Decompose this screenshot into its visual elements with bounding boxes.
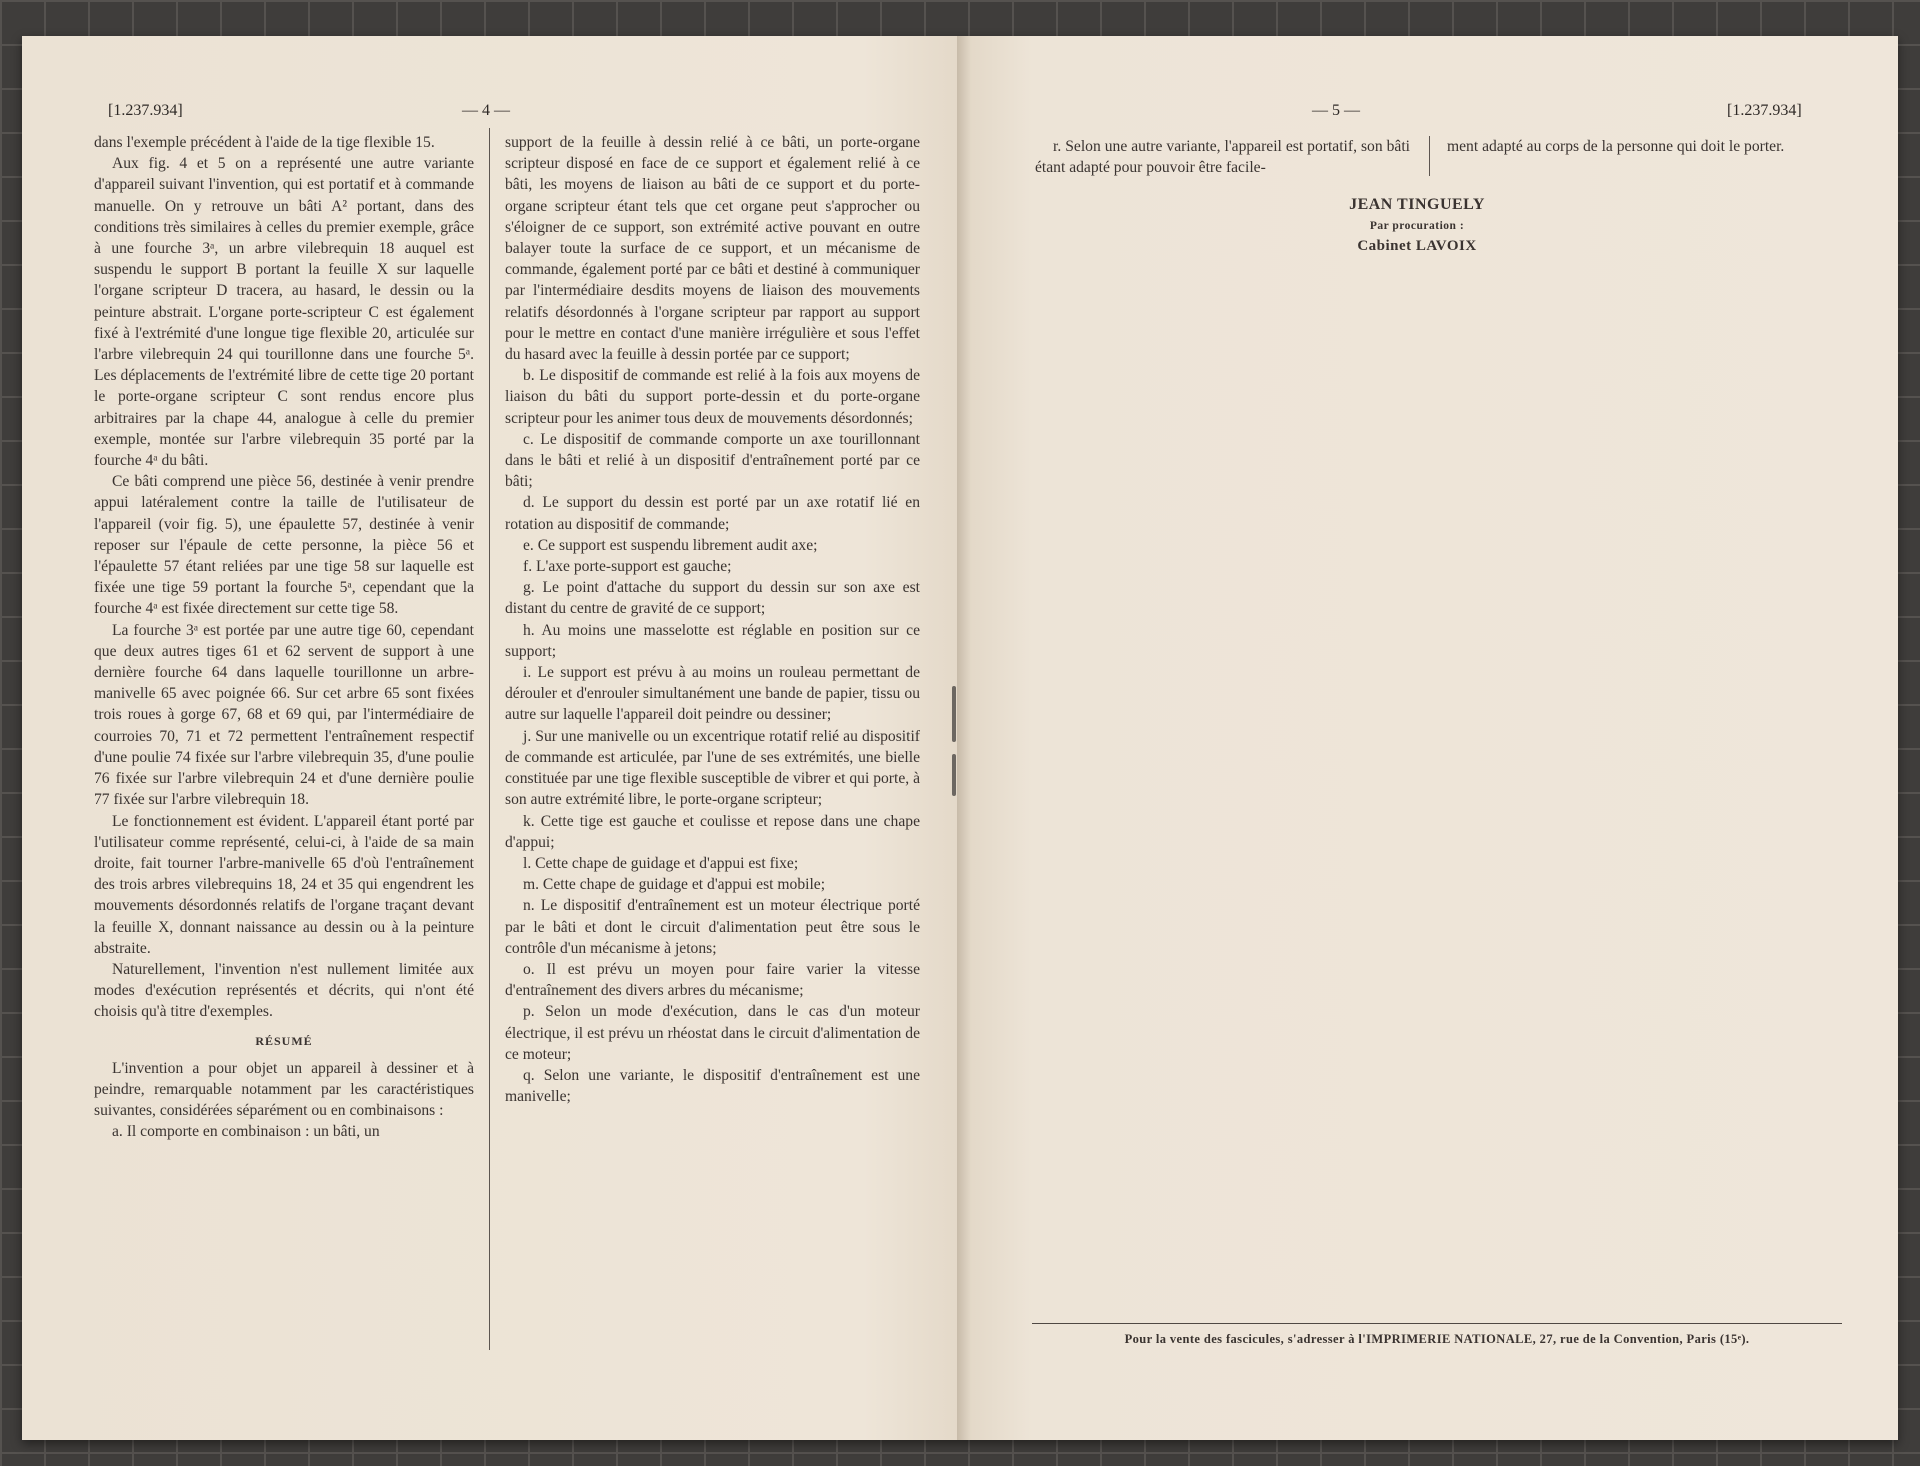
paragraph: Naturellement, l'invention n'est nullement limitée aux modes d'exécution représentés et décrits, qui n'ont été choisis qu'à titre d'exemples. bbox=[94, 960, 474, 1021]
agent-firm: Cabinet LAVOIX bbox=[1357, 238, 1477, 254]
claim-item: f. L'axe porte-support est gauche; bbox=[523, 558, 732, 576]
footer-rule bbox=[1032, 1323, 1842, 1324]
right-page-number: — 5 — bbox=[1312, 102, 1360, 119]
column-divider bbox=[489, 128, 490, 1350]
paragraph: La fourche 3ᵃ est portée par une autre tige 60, cependant que deux autres tiges 61 et 62 servent de support à une dernière fourche 64 dans laquelle tourillonne un arbre-manivelle 65 avec poignée 66. Sur cet arbre 65 sont fixées trois roues à gorge 67, 68 et 69 qui, par l'intermédiaire de courroies 70, 71 et 72 permettent l'entraînement respectif d'une poulie 74 fixée sur l'arbre vilebrequin 35, d'une poulie 76 fixée sur l'arbre vilebrequin 24 et d'une dernière poulie 77 fixée sur l'arbre vilebrequin 18. bbox=[94, 621, 474, 809]
claim-item-continued: ment adapté au corps de la personne qui doit le porter. bbox=[1447, 138, 1785, 155]
staple-bottom bbox=[952, 754, 956, 796]
left-page bbox=[22, 36, 957, 1440]
claim-item: g. Le point d'attache du support du dessin sur son axe est distant du centre de gravité de ce support; bbox=[505, 579, 920, 618]
claim-item: l. Cette chape de guidage et d'appui est fixe; bbox=[523, 854, 799, 872]
claim-item: i. Le support est prévu à au moins un rouleau permettant de dérouler et d'enrouler simultanément une bande de papier, tissu ou autre sur laquelle l'appareil doit peindre ou dessiner; bbox=[505, 664, 920, 724]
right-column-a bbox=[1035, 136, 1410, 178]
claim-item: c. Le dispositif de commande comporte un axe tourillonnant dans le bâti et relié à un dispositif d'entraînement porté par ce bâti; bbox=[505, 430, 920, 491]
claim-item: a. Il comporte en combinaison : un bâti, un bbox=[112, 1123, 380, 1141]
claim-item: j. Sur une manivelle ou un excentrique rotatif relié au dispositif de commande est articulée, par l'une de ses extrémités, une bielle constituée par une tige flexible susceptible de vibrer et qui porte, à son autre extrémité libre, le porte-organe scripteur; bbox=[505, 727, 920, 809]
resume-heading: RÉSUMÉ bbox=[255, 1033, 313, 1048]
right-page bbox=[957, 36, 1898, 1440]
left-column-b bbox=[505, 132, 920, 1107]
gutter-shadow bbox=[957, 36, 971, 1440]
proxy-label: Par procuration : bbox=[1369, 220, 1465, 232]
left-page-ref: [1.237.934] bbox=[108, 102, 183, 119]
paragraph: Aux fig. 4 et 5 on a représenté une autre variante d'appareil suivant l'invention, qui est portatif et à commande manuelle. On y retrouve un bâti A² portant, dans des conditions très similaires à celles du premier exemple, grâce à une fourche 3ᵃ, un arbre vilebrequin 18 auquel est suspendu le support B portant la feuille X sur laquelle l'organe scripteur D tracera, au hasard, le dessin ou la peinture abstrait. L'organe porte-scripteur C est également fixé à l'extrémité d'une longue tige flexible 20, articulée sur l'arbre vilebrequin 24 qui tourillonne dans une fourche 5ᵃ. Les déplacements de l'extrémité libre de cette tige 20 portant le porte-organe scripteur C sont rendus encore plus arbitraires par la chape 44, analogue à celle du premier exemple, montée sur l'arbre vilebrequin 35 porté par la fourche 4ᵃ du bâti. bbox=[94, 155, 474, 470]
left-column-a bbox=[94, 132, 474, 1143]
claim-item: m. Cette chape de guidage et d'appui est mobile; bbox=[523, 876, 826, 894]
claim-item: support de la feuille à dessin relié à ce bâti, un porte-organe scripteur disposé en face de ce support et également relié à ce bâti, les moyens de liaison au bâti de ce support et du porte-organe scripteur étant tels que cet organe peut s'approcher ou s'éloigner de ce support, son extrémité active pouvant en outre balayer toute la surface de ce support, et un mécanisme de commande, également porté par ce bâti et destiné à communiquer par l'intermédiaire desdits moyens de liaison des mouvements relatifs désordonnés à l'organe scripteur par rapport au support pour le mettre en contact d'une manière irrégulière et sous l'effet du hasard avec la feuille à dessin portée par ce support; bbox=[505, 134, 920, 364]
footer-note: Pour la vente des fascicules, s'adresser à l'IMPRIMERIE NATIONALE, 27, rue de la Convention, Paris (15ᵉ). bbox=[1124, 1332, 1750, 1346]
claim-item: o. Il est prévu un moyen pour faire varier la vitesse d'entraînement des divers arbres du mécanisme; bbox=[505, 960, 920, 1000]
paragraph: dans l'exemple précédent à l'aide de la tige flexible 15. bbox=[94, 134, 435, 151]
claim-item: e. Ce support est suspendu librement audit axe; bbox=[523, 536, 818, 554]
claim-item: k. Cette tige est gauche et coulisse et repose dans une chape d'appui; bbox=[505, 812, 920, 851]
claim-item: h. Au moins une masselotte est réglable en position sur ce support; bbox=[505, 621, 920, 660]
paragraph: Le fonctionnement est évident. L'appareil étant porté par l'utilisateur comme représenté, celui-ci, à l'aide de sa main droite, fait tourner l'arbre-manivelle 65 d'où l'entraînement des trois arbres vilebrequins 18, 24 et 35 qui engendrent les mouvements désordonnés relatifs de l'organe traçant devant la feuille X, donnant naissance au dessin ou à la peinture abstraite. bbox=[94, 812, 474, 957]
paragraph: L'invention a pour objet un appareil à dessiner et à peindre, remarquable notamment par les caractéristiques suivantes, considérées séparément ou en combinaisons : bbox=[94, 1059, 474, 1120]
right-page-ref: [1.237.934] bbox=[1727, 102, 1802, 119]
inventor-name: JEAN TINGUELY bbox=[1349, 196, 1485, 213]
staple-top bbox=[952, 686, 956, 742]
claim-item: n. Le dispositif d'entraînement est un moteur électrique porté par le bâti et dont le circuit d'alimentation peut être sous le contrôle d'un mécanisme à jetons; bbox=[505, 897, 920, 957]
claim-item: q. Selon une variante, le dispositif d'entraînement est une manivelle; bbox=[505, 1066, 920, 1106]
signature-block bbox=[1287, 196, 1547, 255]
document-spread bbox=[22, 36, 1898, 1440]
claim-item: r. Selon une autre variante, l'appareil est portatif, son bâti étant adapté pour pouvoir être facile- bbox=[1035, 138, 1410, 177]
claim-item: d. Le support du dessin est porté par un axe rotatif lié en rotation au dispositif de commande; bbox=[505, 494, 920, 533]
claim-item: b. Le dispositif de commande est relié à la fois aux moyens de liaison du bâti du support porte-dessin et du porte-organe scripteur pour les animer tous deux de mouvements désordonnés; bbox=[505, 367, 920, 427]
paragraph: Ce bâti comprend une pièce 56, destinée à venir prendre appui latéralement contre la taille de l'utilisateur de l'appareil (voir fig. 5), une épaulette 57, destinée à venir reposer sur l'épaule de cette personne, la pièce 56 et l'épaulette 57 étant reliées par une tige 58 sur laquelle est fixée une tige 59 portant la fourche 5ᵃ, cependant que la fourche 4ᵃ est fixée directement sur cette tige 58. bbox=[94, 473, 474, 618]
column-divider bbox=[1429, 136, 1430, 176]
left-page-number: — 4 — bbox=[462, 102, 510, 119]
claim-item: p. Selon un mode d'exécution, dans le cas d'un moteur électrique, il est prévu un rhéostat dans le circuit d'alimentation de ce moteur; bbox=[505, 1003, 920, 1063]
right-column-b bbox=[1447, 136, 1822, 157]
